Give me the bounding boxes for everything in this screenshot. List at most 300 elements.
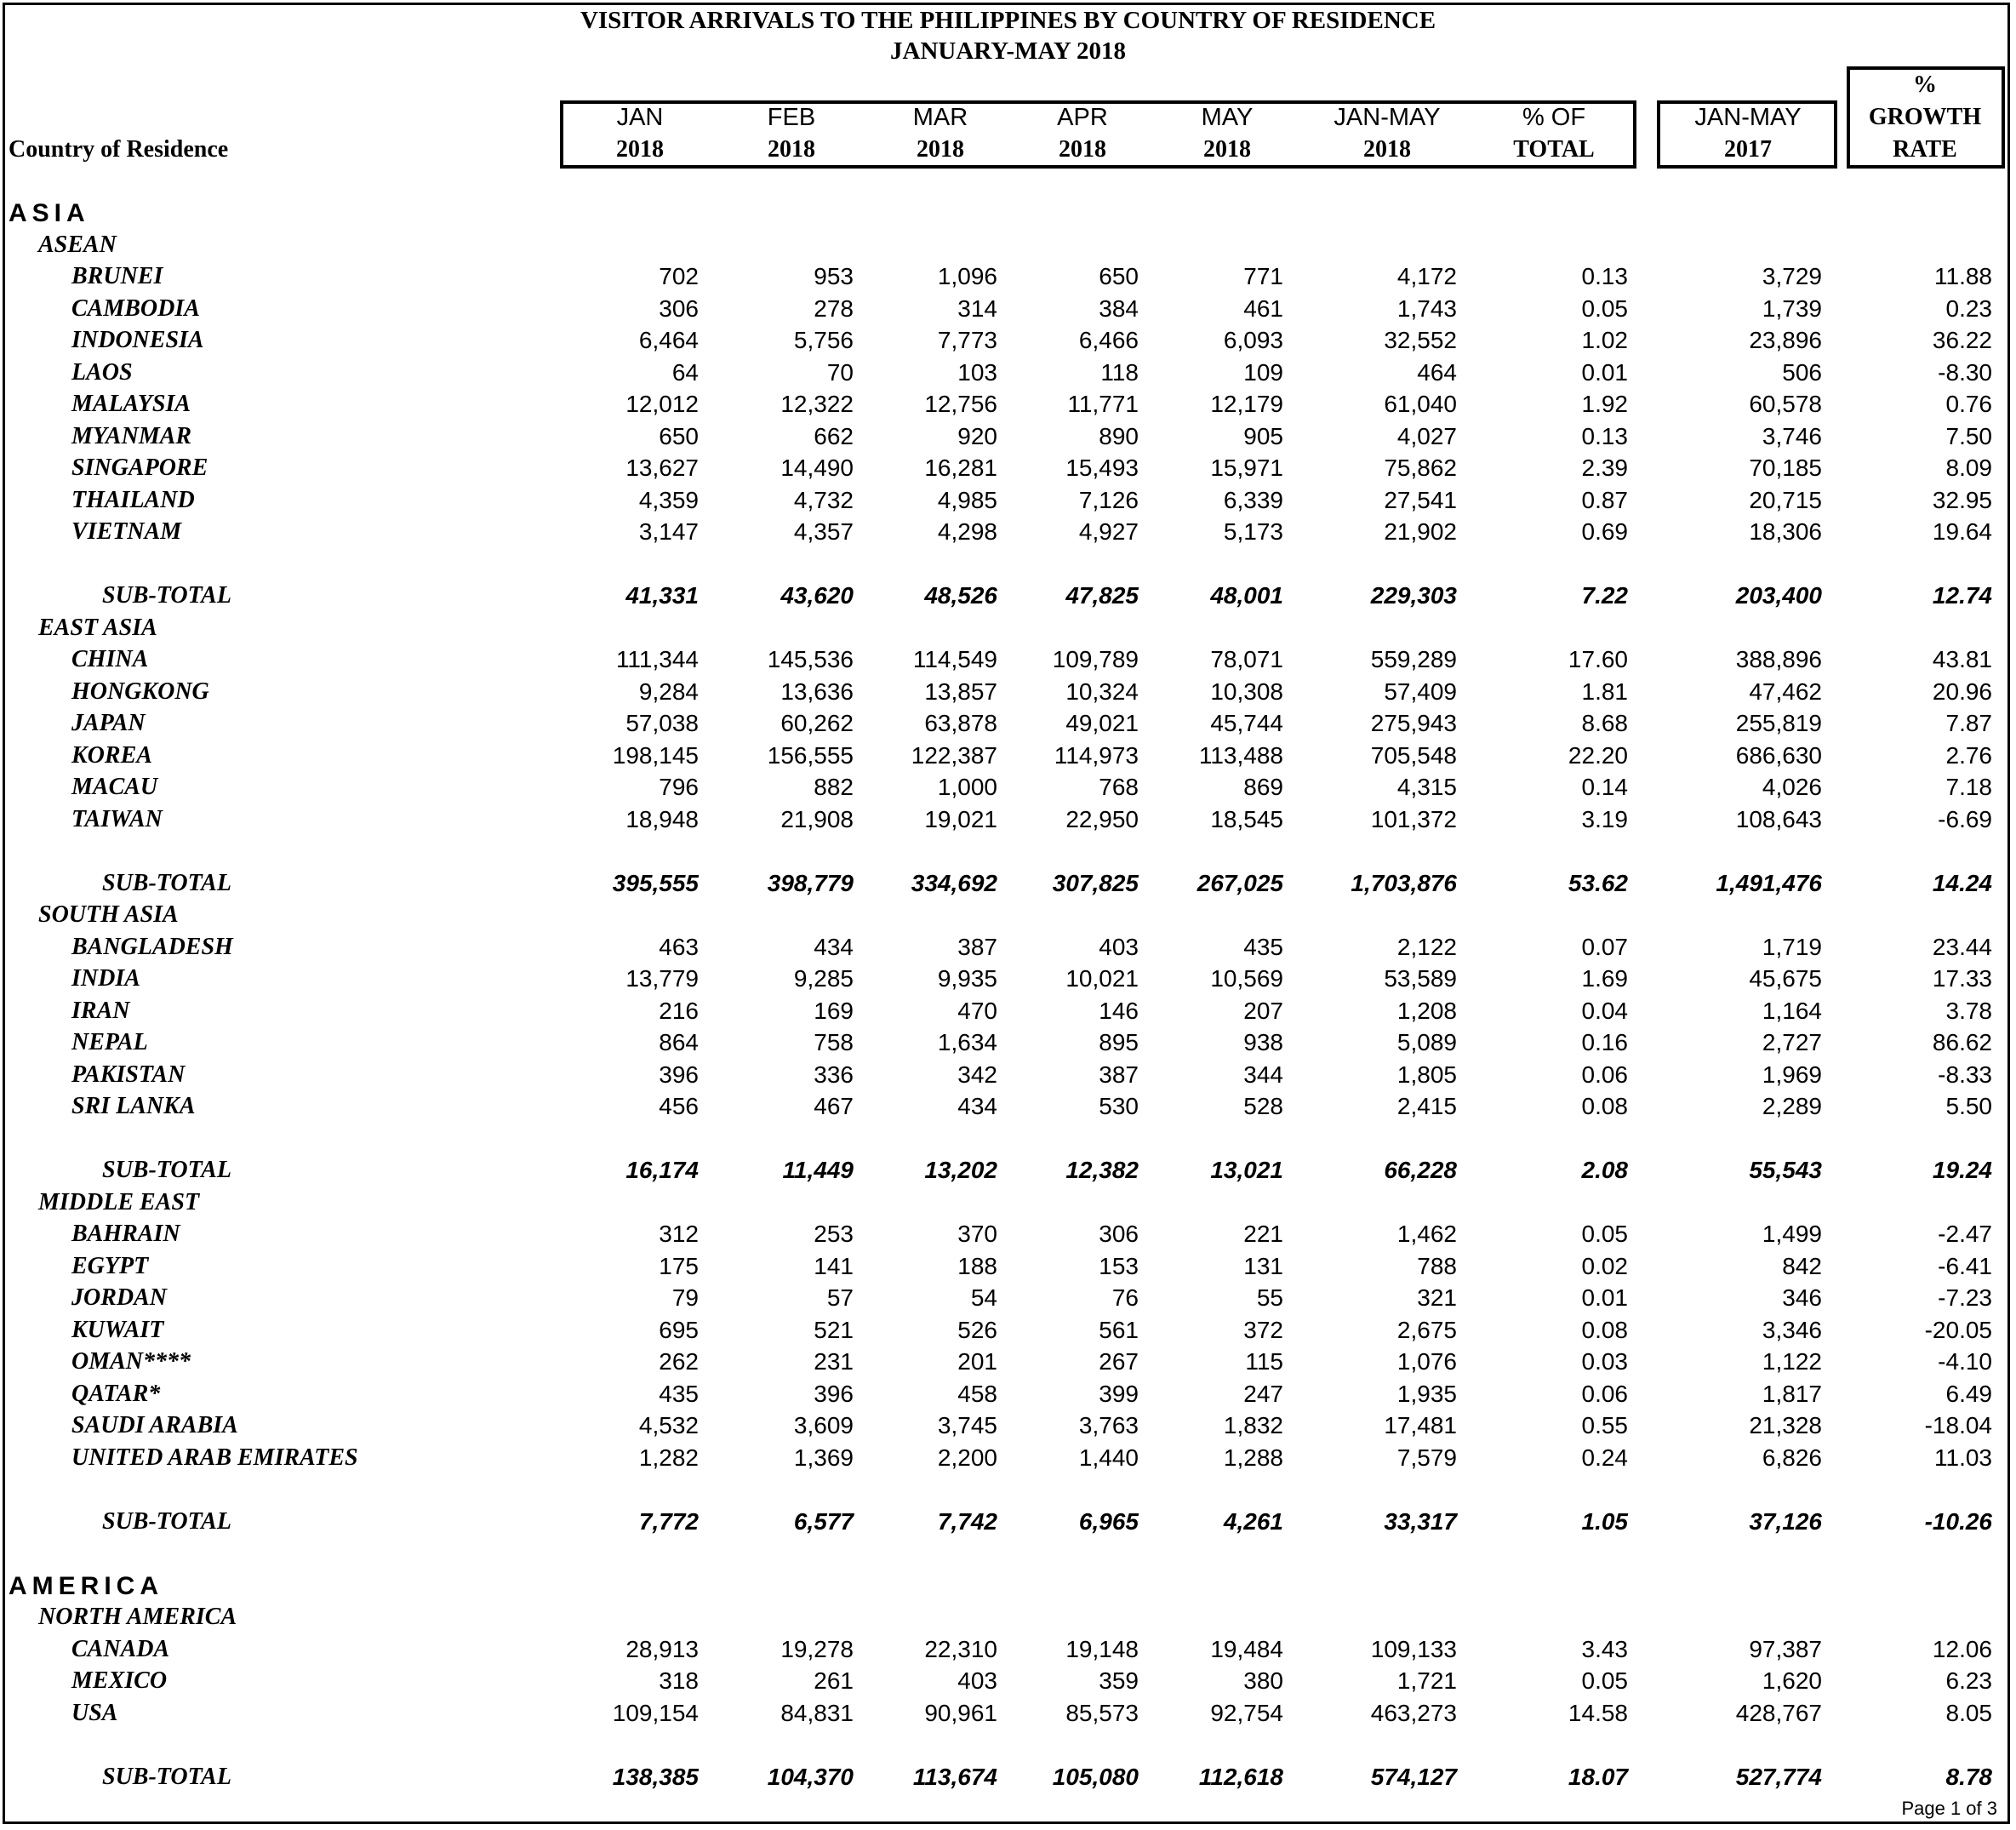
subtotal-row	[0, 582, 2016, 613]
country-label: INDONESIA	[71, 327, 204, 353]
cell-value: 131	[1243, 1253, 1283, 1279]
cell-value: 662	[814, 423, 854, 449]
cell-value: 4,732	[793, 487, 854, 513]
cell-value: 53,589	[1384, 965, 1457, 992]
cell-value: 216	[659, 998, 699, 1024]
cell-value: 4,985	[937, 487, 997, 513]
cell-value: 7,126	[1078, 487, 1139, 513]
cell-value: -4.10	[1938, 1348, 1992, 1375]
country-label: INDIA	[71, 965, 140, 992]
cell-value: 76	[1111, 1284, 1139, 1311]
cell-value: 20.96	[1932, 678, 1992, 705]
cell-value: 1,096	[937, 263, 997, 289]
cell-value: 3.43	[1581, 1636, 1628, 1662]
table-row	[0, 742, 2016, 773]
country-label: LAOS	[71, 359, 133, 386]
cell-value: 18,948	[625, 806, 699, 832]
cell-value: 463	[659, 934, 699, 960]
cell-value: 456	[659, 1093, 699, 1119]
cell-value: 1,164	[1762, 998, 1822, 1024]
cell-value: 0.07	[1581, 934, 1628, 960]
cell-value: 0.13	[1581, 423, 1628, 449]
cell-value: 43,620	[780, 582, 854, 609]
cell-value: 45,675	[1749, 965, 1822, 992]
cell-value: 109,789	[1052, 646, 1139, 672]
cell-value: 890	[1099, 423, 1139, 449]
cell-value: 7.18	[1945, 774, 1992, 800]
cell-value: 18,545	[1210, 806, 1283, 832]
cell-value: 1,462	[1396, 1221, 1457, 1247]
cell-value: 0.14	[1581, 774, 1628, 800]
cell-value: 122,387	[911, 742, 997, 769]
cell-value: 255,819	[1735, 710, 1822, 736]
country-label: EGYPT	[71, 1253, 149, 1279]
cell-value: 6,464	[638, 327, 699, 353]
cell-value: 4,027	[1396, 423, 1457, 449]
cell-value: 10,569	[1210, 965, 1283, 992]
cell-value: 464	[1417, 359, 1457, 386]
cell-value: 6.23	[1945, 1667, 1992, 1694]
subtotal-label: SUB-TOTAL	[102, 870, 231, 896]
cell-value: 262	[659, 1348, 699, 1375]
cell-value: 403	[1099, 934, 1139, 960]
page-number: Page 1 of 3	[1901, 1798, 1997, 1819]
cell-value: 278	[814, 295, 854, 322]
cell-value: 5,173	[1223, 518, 1283, 545]
cell-value: 528	[1243, 1093, 1283, 1119]
cell-value: 8.09	[1945, 455, 1992, 481]
table-row	[0, 1317, 2016, 1347]
cell-value: 4,927	[1078, 518, 1139, 545]
report-subtitle: JANUARY-MAY 2018	[890, 37, 1126, 65]
cell-value: 17,481	[1384, 1412, 1457, 1438]
cell-value: 114,549	[912, 646, 997, 672]
cell-value: -2.47	[1938, 1221, 1992, 1247]
cell-value: -8.30	[1938, 359, 1992, 386]
cell-value: 4,359	[638, 487, 699, 513]
cell-value: 574,127	[1370, 1764, 1457, 1790]
cell-value: 1,935	[1396, 1381, 1457, 1407]
country-label: JORDAN	[71, 1284, 168, 1311]
table-row	[0, 327, 2016, 357]
table-row	[0, 518, 2016, 549]
cell-value: 796	[659, 774, 699, 800]
cell-value: 203,400	[1735, 582, 1822, 609]
cell-value: 1,739	[1762, 295, 1822, 322]
table-row	[0, 1221, 2016, 1251]
cell-value: 253	[814, 1221, 854, 1247]
cell-value: 70,185	[1749, 455, 1822, 481]
cell-value: 4,261	[1223, 1508, 1283, 1535]
column-header-top: MAY	[1201, 104, 1254, 131]
cell-value: 2,289	[1762, 1093, 1822, 1119]
group-heading-row	[0, 901, 2016, 932]
cell-value: 267	[1099, 1348, 1139, 1375]
table-row	[0, 1636, 2016, 1667]
cell-value: 85,573	[1065, 1700, 1139, 1726]
subtotal-label: SUB-TOTAL	[102, 582, 231, 609]
cell-value: 434	[814, 934, 854, 960]
table-row	[0, 646, 2016, 677]
cell-value: 138,385	[612, 1764, 699, 1790]
cell-value: 55	[1256, 1284, 1283, 1311]
report-title: VISITOR ARRIVALS TO THE PHILIPPINES BY COUNTRY OF RESIDENCE	[580, 7, 1436, 34]
cell-value: 8.78	[1945, 1764, 1992, 1790]
cell-value: 101,372	[1370, 806, 1457, 832]
cell-value: 306	[659, 295, 699, 322]
cell-value: 10,308	[1210, 678, 1283, 705]
cell-value: 6,826	[1762, 1444, 1822, 1471]
table-row	[0, 1700, 2016, 1730]
cell-value: 12,012	[625, 391, 699, 417]
cell-value: 530	[1099, 1093, 1139, 1119]
cell-value: 1,440	[1078, 1444, 1139, 1471]
cell-value: 14.24	[1932, 870, 1992, 896]
cell-value: 398,779	[767, 870, 854, 896]
cell-value: 4,298	[937, 518, 997, 545]
column-header-top: APR	[1057, 104, 1108, 131]
cell-value: 12.06	[1932, 1636, 1992, 1662]
cell-value: 86.62	[1932, 1029, 1992, 1055]
country-label: MYANMAR	[71, 423, 192, 449]
country-label: SINGAPORE	[71, 455, 208, 481]
cell-value: 3,745	[937, 1412, 997, 1438]
group-label: NORTH AMERICA	[38, 1604, 237, 1630]
cell-value: 395,555	[612, 870, 699, 896]
cell-value: 1.92	[1581, 391, 1628, 417]
cell-value: 17.33	[1932, 965, 1992, 992]
cell-value: 1,817	[1762, 1381, 1822, 1407]
cell-value: 84,831	[780, 1700, 854, 1726]
cell-value: 14,490	[780, 455, 854, 481]
cell-value: 5.50	[1945, 1093, 1992, 1119]
column-header-bottom: 2018	[1203, 136, 1251, 163]
cell-value: 650	[659, 423, 699, 449]
cell-value: 1,832	[1223, 1412, 1283, 1438]
cell-value: 61,040	[1384, 391, 1457, 417]
cell-value: 17.60	[1568, 646, 1628, 672]
cell-value: 32,552	[1384, 327, 1457, 353]
cell-value: 788	[1417, 1253, 1457, 1279]
cell-value: 48,001	[1210, 582, 1283, 609]
cell-value: 2,415	[1396, 1093, 1457, 1119]
country-label: SRI LANKA	[71, 1093, 196, 1119]
cell-value: 0.08	[1581, 1093, 1628, 1119]
cell-value: 7,772	[638, 1508, 699, 1535]
cell-value: 0.16	[1581, 1029, 1628, 1055]
cell-value: 55,543	[1749, 1157, 1822, 1183]
cell-value: 11,449	[782, 1157, 854, 1183]
cell-value: 6,466	[1078, 327, 1139, 353]
cell-value: 388,896	[1735, 646, 1822, 672]
cell-value: 2,200	[937, 1444, 997, 1471]
cell-value: 146	[1099, 998, 1139, 1024]
cell-value: 113,488	[1198, 742, 1283, 769]
cell-value: 16,174	[625, 1157, 699, 1183]
cell-value: 0.55	[1581, 1412, 1628, 1438]
country-column-header: Country of Residence	[9, 136, 229, 163]
cell-value: 370	[957, 1221, 997, 1247]
cell-value: 1.69	[1581, 965, 1628, 992]
cell-value: 267,025	[1196, 870, 1283, 896]
cell-value: 3.19	[1581, 806, 1628, 832]
column-header-bottom: TOTAL	[1513, 136, 1595, 163]
cell-value: 7,773	[937, 327, 997, 353]
table-row	[0, 455, 2016, 485]
cell-value: 470	[957, 998, 997, 1024]
cell-value: 12,179	[1210, 391, 1283, 417]
cell-value: 1.02	[1581, 327, 1628, 353]
cell-value: 104,370	[767, 1764, 854, 1790]
cell-value: 60,262	[780, 710, 854, 736]
country-label: NEPAL	[71, 1029, 148, 1055]
cell-value: 0.02	[1581, 1253, 1628, 1279]
cell-value: 64	[671, 359, 699, 386]
cell-value: 0.08	[1581, 1317, 1628, 1343]
cell-value: 19,278	[780, 1636, 854, 1662]
table-row	[0, 1412, 2016, 1443]
cell-value: 20,715	[1749, 487, 1822, 513]
cell-value: 0.87	[1581, 487, 1628, 513]
cell-value: 3,746	[1762, 423, 1822, 449]
cell-value: 842	[1782, 1253, 1822, 1279]
cell-value: 1,634	[937, 1029, 997, 1055]
cell-value: 9,935	[937, 965, 997, 992]
cell-value: 48,526	[924, 582, 997, 609]
cell-value: 895	[1099, 1029, 1139, 1055]
cell-value: 306	[1099, 1221, 1139, 1247]
cell-value: 60,578	[1749, 391, 1822, 417]
cell-value: 387	[1099, 1061, 1139, 1088]
cell-value: 118	[1100, 359, 1139, 386]
cell-value: 114,973	[1054, 742, 1139, 769]
table-row	[0, 295, 2016, 326]
cell-value: 90,961	[924, 1700, 997, 1726]
table-row	[0, 1029, 2016, 1060]
cell-value: 8.05	[1945, 1700, 1992, 1726]
cell-value: 396	[659, 1061, 699, 1088]
cell-value: 0.05	[1581, 1667, 1628, 1694]
cell-value: 2.39	[1581, 455, 1628, 481]
cell-value: 36.22	[1932, 327, 1992, 353]
cell-value: 247	[1243, 1381, 1283, 1407]
cell-value: 10,324	[1065, 678, 1139, 705]
cell-value: 15,971	[1210, 455, 1283, 481]
country-label: QATAR*	[71, 1381, 161, 1407]
cell-value: 2.76	[1945, 742, 1992, 769]
cell-value: 12,322	[780, 391, 854, 417]
table-row	[0, 487, 2016, 518]
cell-value: 336	[814, 1061, 854, 1088]
group-heading-row	[0, 1189, 2016, 1220]
cell-value: 10,021	[1065, 965, 1139, 992]
cell-value: 111,344	[615, 646, 699, 672]
table-row	[0, 710, 2016, 741]
cell-value: 43.81	[1932, 646, 1992, 672]
cell-value: 1.05	[1581, 1508, 1628, 1535]
table-row	[0, 998, 2016, 1028]
cell-value: 23.44	[1932, 934, 1992, 960]
cell-value: 318	[659, 1667, 699, 1694]
cell-value: 23,896	[1749, 327, 1822, 353]
cell-value: 12,756	[924, 391, 997, 417]
cell-value: 12,382	[1065, 1157, 1139, 1183]
table-row	[0, 1381, 2016, 1411]
country-label: VIETNAM	[71, 518, 182, 545]
cell-value: 169	[814, 998, 854, 1024]
country-label: CHINA	[71, 646, 149, 672]
cell-value: 11,771	[1067, 391, 1139, 417]
cell-value: 3,609	[793, 1412, 854, 1438]
cell-value: 19.24	[1932, 1157, 1992, 1183]
country-label: CAMBODIA	[71, 295, 200, 322]
cell-value: -7.23	[1938, 1284, 1992, 1311]
cell-value: 14.58	[1568, 1700, 1628, 1726]
table-row	[0, 1667, 2016, 1698]
column-header-top: % OF	[1522, 104, 1586, 131]
cell-value: 506	[1782, 359, 1822, 386]
cell-value: 434	[957, 1093, 997, 1119]
cell-value: 109,154	[612, 1700, 699, 1726]
cell-value: 0.03	[1581, 1348, 1628, 1375]
cell-value: 6,339	[1223, 487, 1283, 513]
table-row	[0, 391, 2016, 421]
cell-value: 1,122	[1762, 1348, 1822, 1375]
cell-value: 28,913	[625, 1636, 699, 1662]
cell-value: 758	[814, 1029, 854, 1055]
section-heading-row	[0, 199, 2016, 230]
cell-value: 8.68	[1581, 710, 1628, 736]
cell-value: 695	[659, 1317, 699, 1343]
cell-value: 21,902	[1384, 518, 1457, 545]
cell-value: 0.01	[1581, 359, 1628, 386]
cell-value: 0.76	[1945, 391, 1992, 417]
cell-value: 18,306	[1749, 518, 1822, 545]
cell-value: 4,357	[793, 518, 854, 545]
cell-value: 0.05	[1581, 1221, 1628, 1247]
cell-value: 78,071	[1210, 646, 1283, 672]
cell-value: 380	[1243, 1667, 1283, 1694]
group-label: SOUTH ASIA	[38, 901, 179, 928]
cell-value: 79	[671, 1284, 699, 1311]
cell-value: 70	[826, 359, 854, 386]
cell-value: 19,021	[924, 806, 997, 832]
section-label: AMERICA	[9, 1572, 163, 1600]
cell-value: -20.05	[1924, 1317, 1992, 1343]
group-heading-row	[0, 1604, 2016, 1634]
table-row	[0, 1284, 2016, 1315]
cell-value: 5,089	[1396, 1029, 1457, 1055]
cell-value: 32.95	[1932, 487, 1992, 513]
cell-value: 19,484	[1210, 1636, 1283, 1662]
cell-value: 0.05	[1581, 295, 1628, 322]
cell-value: 2,675	[1396, 1317, 1457, 1343]
country-label: USA	[71, 1700, 118, 1726]
column-header-bottom: 2018	[616, 136, 664, 163]
cell-value: 702	[659, 263, 699, 289]
cell-value: 47,462	[1749, 678, 1822, 705]
cell-value: 231	[814, 1348, 854, 1375]
cell-value: -18.04	[1924, 1412, 1992, 1438]
cell-value: 19,148	[1065, 1636, 1139, 1662]
cell-value: 75,862	[1384, 455, 1457, 481]
subtotal-label: SUB-TOTAL	[102, 1764, 231, 1790]
country-label: JAPAN	[71, 710, 146, 736]
country-label: BAHRAIN	[71, 1221, 180, 1247]
cell-value: 0.24	[1581, 1444, 1628, 1471]
cell-value: 109	[1243, 359, 1283, 386]
cell-value: 920	[957, 423, 997, 449]
cell-value: 47,825	[1065, 582, 1139, 609]
cell-value: 372	[1243, 1317, 1283, 1343]
cell-value: 312	[659, 1221, 699, 1247]
cell-value: 2.08	[1581, 1157, 1628, 1183]
cell-value: 188	[957, 1253, 997, 1279]
cell-value: 3,729	[1762, 263, 1822, 289]
cell-value: 16,281	[924, 455, 997, 481]
cell-value: 3,763	[1078, 1412, 1139, 1438]
cell-value: 22,310	[924, 1636, 997, 1662]
group-label: MIDDLE EAST	[38, 1189, 200, 1215]
cell-value: 344	[1243, 1061, 1283, 1088]
section-heading-row	[0, 1572, 2016, 1603]
table-row	[0, 806, 2016, 837]
country-label: BRUNEI	[71, 263, 163, 289]
cell-value: 428,767	[1735, 1700, 1822, 1726]
cell-value: 6.49	[1945, 1381, 1992, 1407]
column-header-bottom: 2018	[1363, 136, 1411, 163]
cell-value: 953	[814, 263, 854, 289]
cell-value: 359	[1099, 1667, 1139, 1694]
cell-value: 768	[1099, 774, 1139, 800]
cell-value: -10.26	[1924, 1508, 1992, 1535]
country-label: MALAYSIA	[71, 391, 191, 417]
cell-value: 4,315	[1396, 774, 1457, 800]
cell-value: 1,369	[793, 1444, 854, 1471]
subtotal-row	[0, 1764, 2016, 1794]
cell-value: 0.01	[1581, 1284, 1628, 1311]
table-row	[0, 359, 2016, 390]
column-header-top: MAR	[912, 104, 968, 131]
subtotal-label: SUB-TOTAL	[102, 1157, 231, 1183]
cell-value: 13,857	[924, 678, 997, 705]
cell-value: 13,021	[1210, 1157, 1283, 1183]
cell-value: 221	[1243, 1221, 1283, 1247]
subtotal-row	[0, 870, 2016, 901]
cell-value: 6,577	[793, 1508, 854, 1535]
cell-value: 201	[957, 1348, 997, 1375]
cell-value: 650	[1099, 263, 1139, 289]
column-header-bottom: 2018	[917, 136, 964, 163]
column-header-bottom: RATE	[1893, 136, 1957, 163]
cell-value: 6,965	[1078, 1508, 1139, 1535]
column-header-bottom: 2017	[1724, 136, 1772, 163]
cell-value: 92,754	[1210, 1700, 1283, 1726]
cell-value: 3,147	[638, 518, 699, 545]
cell-value: 527,774	[1735, 1764, 1822, 1790]
cell-value: 1,288	[1223, 1444, 1283, 1471]
cell-value: 1,743	[1396, 295, 1457, 322]
cell-value: 0.13	[1581, 263, 1628, 289]
country-label: UNITED ARAB EMIRATES	[71, 1444, 358, 1471]
cell-value: 334,692	[911, 870, 997, 896]
cell-value: 13,627	[625, 455, 699, 481]
cell-value: 11.03	[1934, 1444, 1992, 1471]
table-row	[0, 934, 2016, 964]
subtotal-row	[0, 1508, 2016, 1539]
cell-value: 175	[659, 1253, 699, 1279]
cell-value: 526	[957, 1317, 997, 1343]
